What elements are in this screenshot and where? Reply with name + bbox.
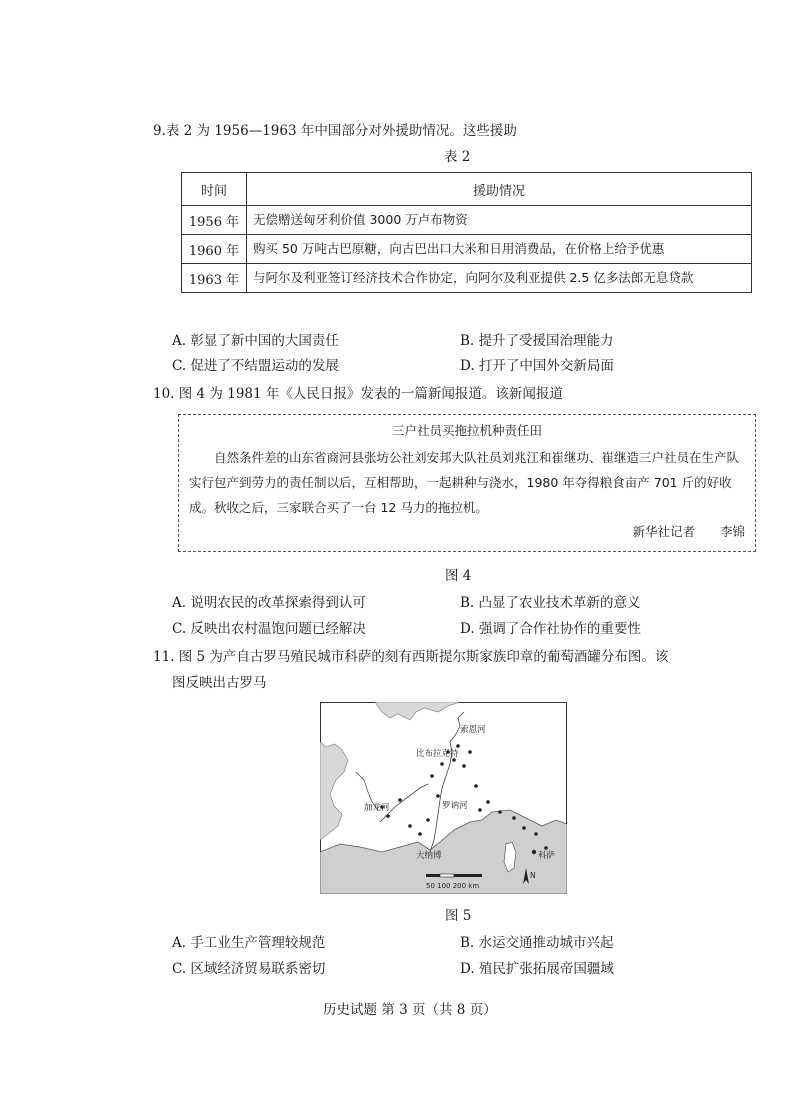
q11-option-a[interactable]: A. 手工业生产管理较规范 [172, 935, 326, 951]
q11-stem-line1: 11. 图 5 为产自古罗马殖民城市科萨的刻有西斯提尔斯家族印章的葡萄酒罐分布图。该 [153, 649, 669, 665]
find-spot-dot [436, 794, 440, 798]
label-bibracte: 比布拉克特 [416, 749, 459, 759]
news-excerpt-box [178, 414, 756, 552]
table-row [182, 235, 752, 264]
figure-4-caption: 图 4 [445, 568, 472, 584]
table-caption: 表 2 [444, 149, 471, 165]
row-year: 1960 年 [182, 235, 247, 264]
find-spot-dot [456, 744, 460, 748]
q10-option-d[interactable]: D. 强调了合作社协作的重要性 [460, 621, 641, 637]
q10-option-a[interactable]: A. 说明农民的改革探索得到认可 [172, 595, 366, 611]
find-spot-dot [522, 826, 526, 830]
header-aid: 援助情况 [247, 173, 752, 206]
q11-stem-line2: 图反映出古罗马 [172, 675, 267, 691]
find-spot-dot [430, 774, 434, 778]
q9-option-a[interactable]: A. 彰显了新中国的大国责任 [172, 333, 339, 349]
q9-option-b[interactable]: B. 提升了受援国治理能力 [460, 333, 614, 349]
find-spot-dot [544, 846, 548, 850]
q10-option-b[interactable]: B. 凸显了农业技术革新的意义 [460, 595, 641, 611]
news-body: 自然条件差的山东省商河县张坊公社刘安邦大队社员刘兆江和崔继功、崔继造三户社员在生产队实行包产到劳力的责任制以后，互相帮助，一起耕种与浇水，1980 年夺得粮食亩产 701 斤的好收成。秋收之后，三家联合买了一台 12 马力的拖拉机。 [189, 450, 740, 515]
find-spot-dot [478, 808, 482, 812]
news-byline: 新华社记者 李锦 [632, 524, 745, 539]
q11-option-d[interactable]: D. 殖民扩张拓展帝国疆域 [460, 961, 614, 977]
page-footer: 历史试题 第 3 页（共 8 页） [323, 1002, 497, 1018]
find-spot-dot [534, 832, 538, 836]
row-desc: 与阿尔及利亚签订经济技术合作协定，向阿尔及利亚提供 2.5 亿多法郎无息贷款 [247, 264, 752, 293]
label-saone: 索恩河 [460, 725, 486, 735]
q9-stem: 9.表 2 为 1956—1963 年中国部分对外援助情况。这些援助 [153, 123, 517, 139]
table-row [182, 264, 752, 293]
find-spot-dot [386, 814, 390, 818]
find-spot-dot [398, 798, 402, 802]
label-rhone: 罗讷河 [442, 801, 468, 811]
find-spot-dot [418, 832, 422, 836]
figure-5-caption: 图 5 [445, 908, 472, 924]
q11-option-b[interactable]: B. 水运交通推动城市兴起 [460, 935, 614, 951]
find-spot-dot [468, 750, 472, 754]
row-year: 1963 年 [182, 264, 247, 293]
row-year: 1956 年 [182, 206, 247, 235]
wine-jar-distribution-map [320, 702, 567, 894]
find-spot-dot [408, 824, 412, 828]
find-spot-dot [426, 818, 430, 822]
q11-option-c[interactable]: C. 区域经济贸易联系密切 [172, 961, 326, 977]
find-spot-dot [512, 816, 516, 820]
row-desc: 无偿赠送匈牙利价值 3000 万卢布物资 [247, 206, 752, 235]
row-desc: 购买 50 万吨古巴原糖，向古巴出口大米和日用消费品，在价格上给予优惠 [247, 235, 752, 264]
north-label: N [530, 871, 536, 880]
scale-label: 50 100 200 km [426, 882, 480, 890]
cosa-marker [532, 850, 536, 854]
q9-option-c[interactable]: C. 促进了不结盟运动的发展 [172, 358, 339, 374]
news-title: 三户社员买拖拉机种责任田 [391, 423, 542, 438]
label-narbo: 大纳博 [416, 851, 442, 861]
q10-option-c[interactable]: C. 反映出农村温饱问题已经解决 [172, 621, 366, 637]
find-spot-dot [462, 764, 466, 768]
q10-stem: 10. 图 4 为 1981 年《人民日报》发表的一篇新闻报道。该新闻报道 [153, 386, 563, 402]
find-spot-dot [498, 810, 502, 814]
table-header-row [182, 173, 752, 206]
find-spot-dot [474, 784, 478, 788]
scale-bar [426, 874, 482, 890]
header-time: 时间 [182, 173, 247, 206]
q9-option-d[interactable]: D. 打开了中国外交新局面 [460, 358, 614, 374]
find-spot-dot [440, 762, 444, 766]
label-cosa: 科萨 [538, 851, 556, 861]
table-row [182, 206, 752, 235]
find-spot-dot [486, 800, 490, 804]
aid-table [181, 172, 752, 293]
label-garonne: 加龙河 [364, 803, 390, 813]
